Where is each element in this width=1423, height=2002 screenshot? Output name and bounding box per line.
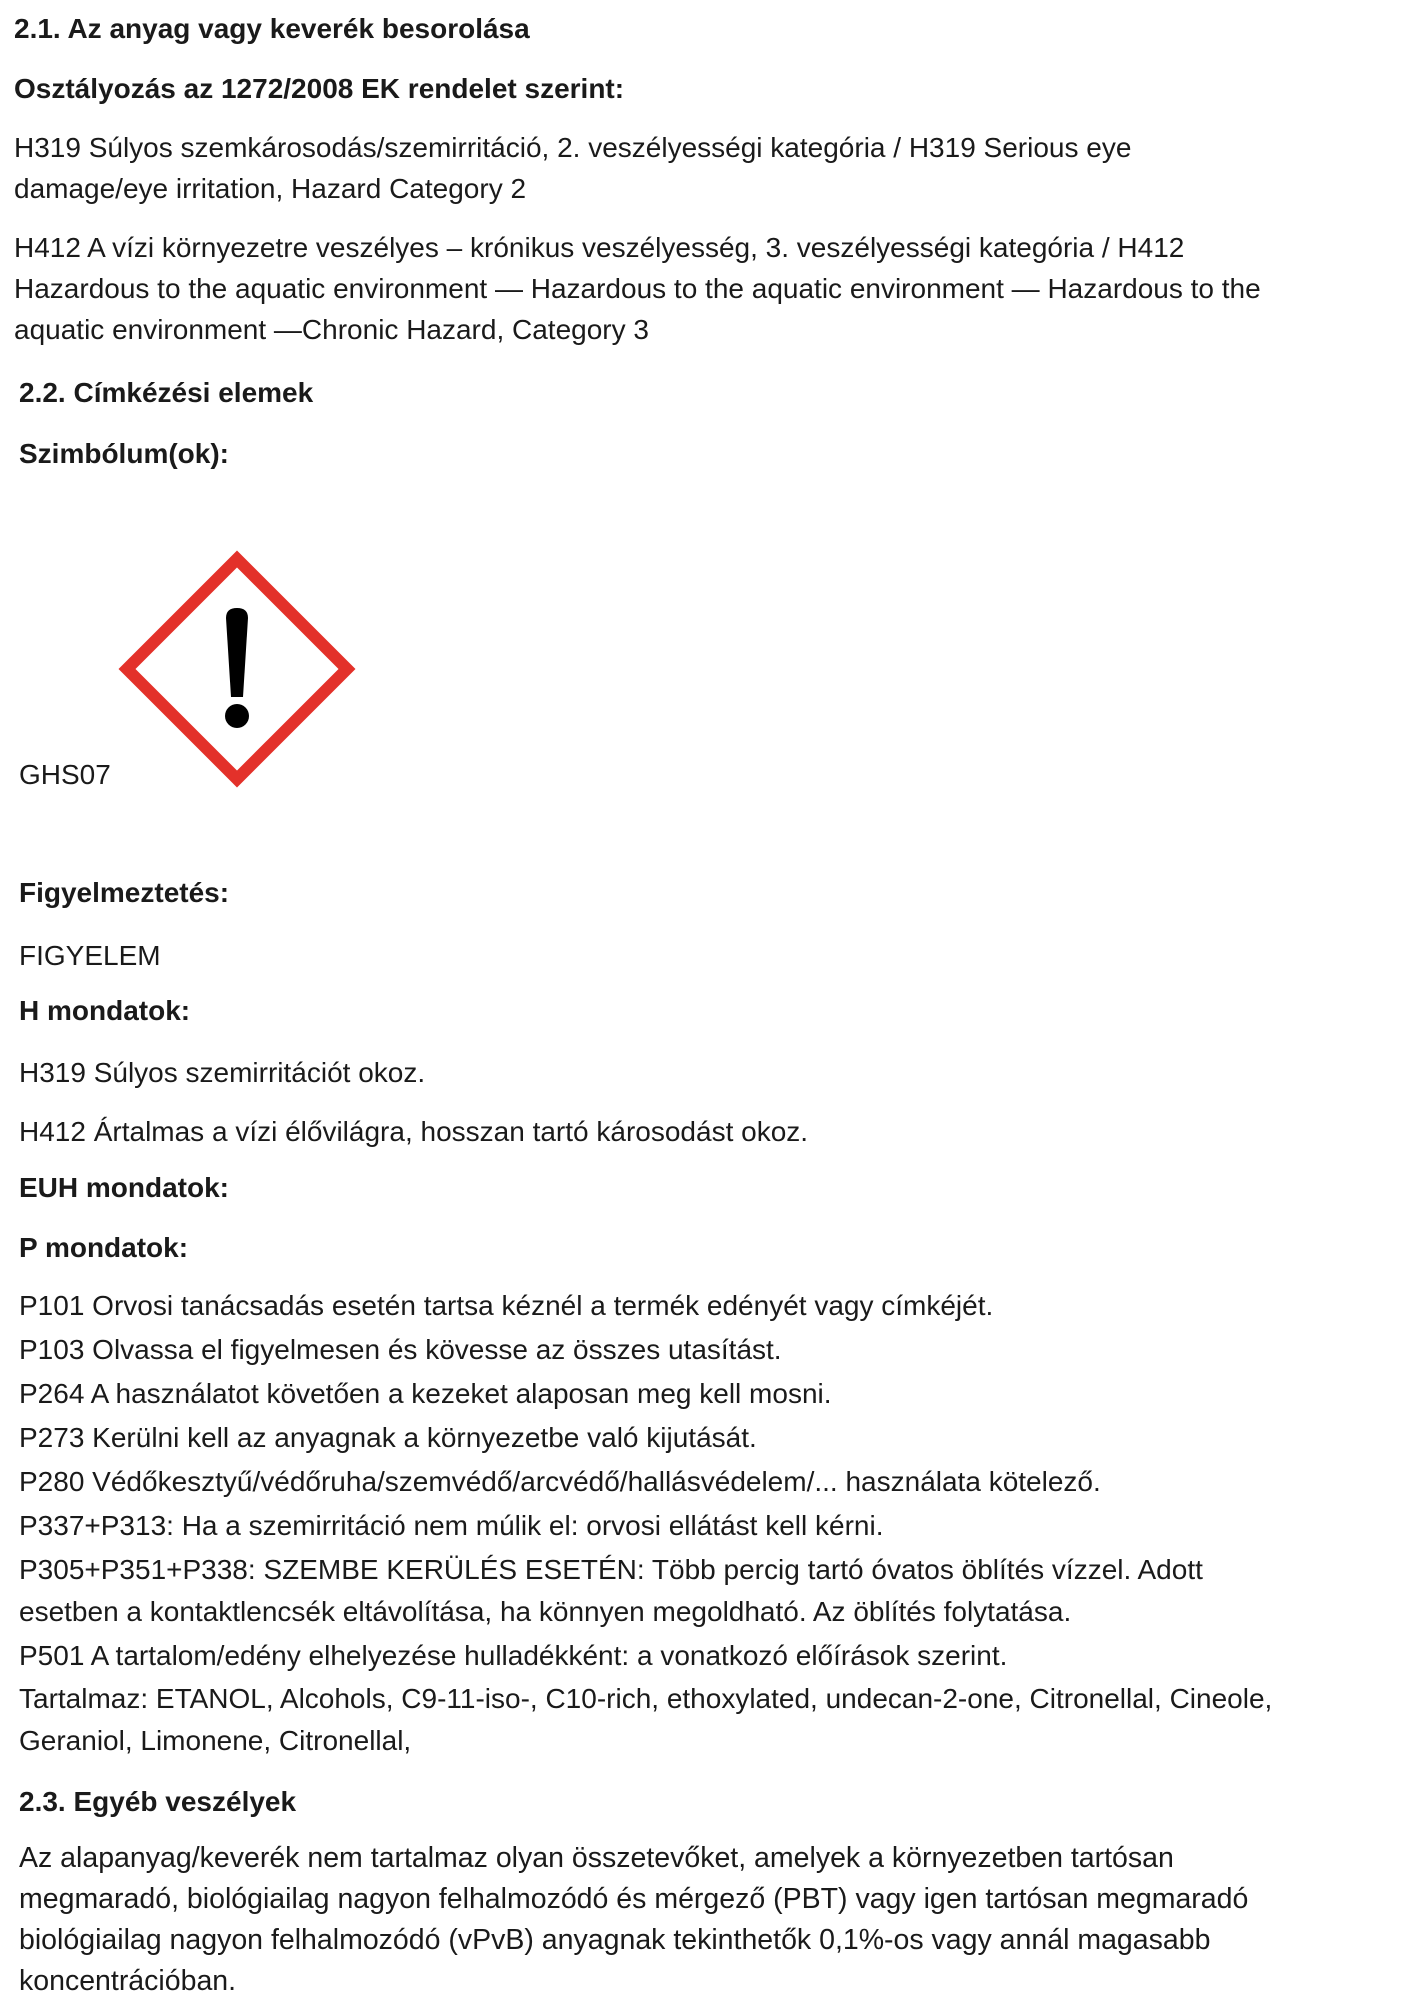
p-statement: P273 Kerülni kell az anyagnak a környezetbe való kijutását.: [19, 1422, 757, 1453]
contains-line: Geraniol, Limonene, Citronellal,: [19, 1725, 412, 1756]
h319-classification-line-2: damage/eye irritation, Hazard Category 2: [14, 173, 527, 204]
other-hazards-line: megmaradó, biológiailag nagyon felhalmozódó és mérgező (PBT) vagy igen tartósan megmaradó: [19, 1883, 1249, 1915]
p-statement: P264 A használatot követően a kezeket alaposan meg kell mosni.: [19, 1378, 832, 1409]
p-statement: P501 A tartalom/edény elhelyezése hulladékként: a vonatkozó előírások szerint.: [19, 1640, 1008, 1671]
h412-classification-line-2: Hazardous to the aquatic environment — Hazardous to the aquatic environment — Hazardous to the: [14, 273, 1261, 304]
classification-label: Osztályozás az 1272/2008 EK rendelet szerint:: [14, 73, 625, 104]
p-statement: P101 Orvosi tanácsadás esetén tartsa kéznél a termék edényét vagy címkéjét.: [19, 1290, 994, 1321]
section-heading-2-3: 2.3. Egyéb veszélyek: [19, 1786, 297, 1817]
h-statement: H319 Súlyos szemirritációt okoz.: [19, 1057, 426, 1088]
p-statements-label: P mondatok:: [19, 1232, 189, 1263]
h-statements-label: H mondatok:: [19, 995, 191, 1026]
p-statement: P103 Olvassa el figyelmesen és kövesse az összes utasítást.: [19, 1334, 782, 1365]
signal-word: FIGYELEM: [19, 940, 161, 971]
other-hazards-line: koncentrációban.: [19, 1965, 237, 1997]
other-hazards-line: Az alapanyag/keverék nem tartalmaz olyan összetevőket, amelyek a környezetben tartósan: [19, 1842, 1174, 1874]
symbols-label: Szimbólum(ok):: [19, 438, 229, 469]
euh-statements-label: EUH mondatok:: [19, 1172, 229, 1203]
section-heading-2-1: 2.1. Az anyag vagy keverék besorolása: [14, 13, 530, 44]
contains-line: Tartalmaz: ETANOL, Alcohols, C9-11-iso-, C10-rich, ethoxylated, undecan-2-one, Citronellal, Cineole,: [19, 1683, 1273, 1714]
p-statement: P337+P313: Ha a szemirritáció nem múlik el: orvosi ellátást kell kérni.: [19, 1510, 884, 1541]
other-hazards-line: biológiailag nagyon felhalmozódó (vPvB) anyagnak tekinthetők 0,1%-os vagy annál magasabb: [19, 1924, 1211, 1956]
pictogram-code: GHS07: [19, 759, 111, 790]
p-statement: P280 Védőkesztyű/védőruha/szemvédő/arcvédő/hallásvédelem/... használata kötelező.: [19, 1466, 1101, 1497]
section-heading-2-2: 2.2. Címkézési elemek: [19, 377, 314, 408]
ghs07-pictogram: [118, 550, 356, 788]
p-statement: P305+P351+P338: SZEMBE KERÜLÉS ESETÉN: Több percig tartó óvatos öblítés vízzel. Adott: [19, 1554, 1203, 1585]
p-statement: esetben a kontaktlencsék eltávolítása, ha könnyen megoldható. Az öblítés folytatása.: [19, 1596, 1072, 1627]
h-statement: H412 Ártalmas a vízi élővilágra, hosszan tartó károsodást okoz.: [19, 1116, 809, 1147]
h412-classification-line-3: aquatic environment —Chronic Hazard, Category 3: [14, 314, 649, 345]
h319-classification-line-1: H319 Súlyos szemkárosodás/szemirritáció, 2. veszélyességi kategória / H319 Serious eye: [14, 132, 1132, 163]
signal-word-label: Figyelmeztetés:: [19, 877, 230, 908]
h412-classification-line-1: H412 A vízi környezetre veszélyes – krónikus veszélyesség, 3. veszélyességi kategória / H412: [14, 232, 1185, 263]
